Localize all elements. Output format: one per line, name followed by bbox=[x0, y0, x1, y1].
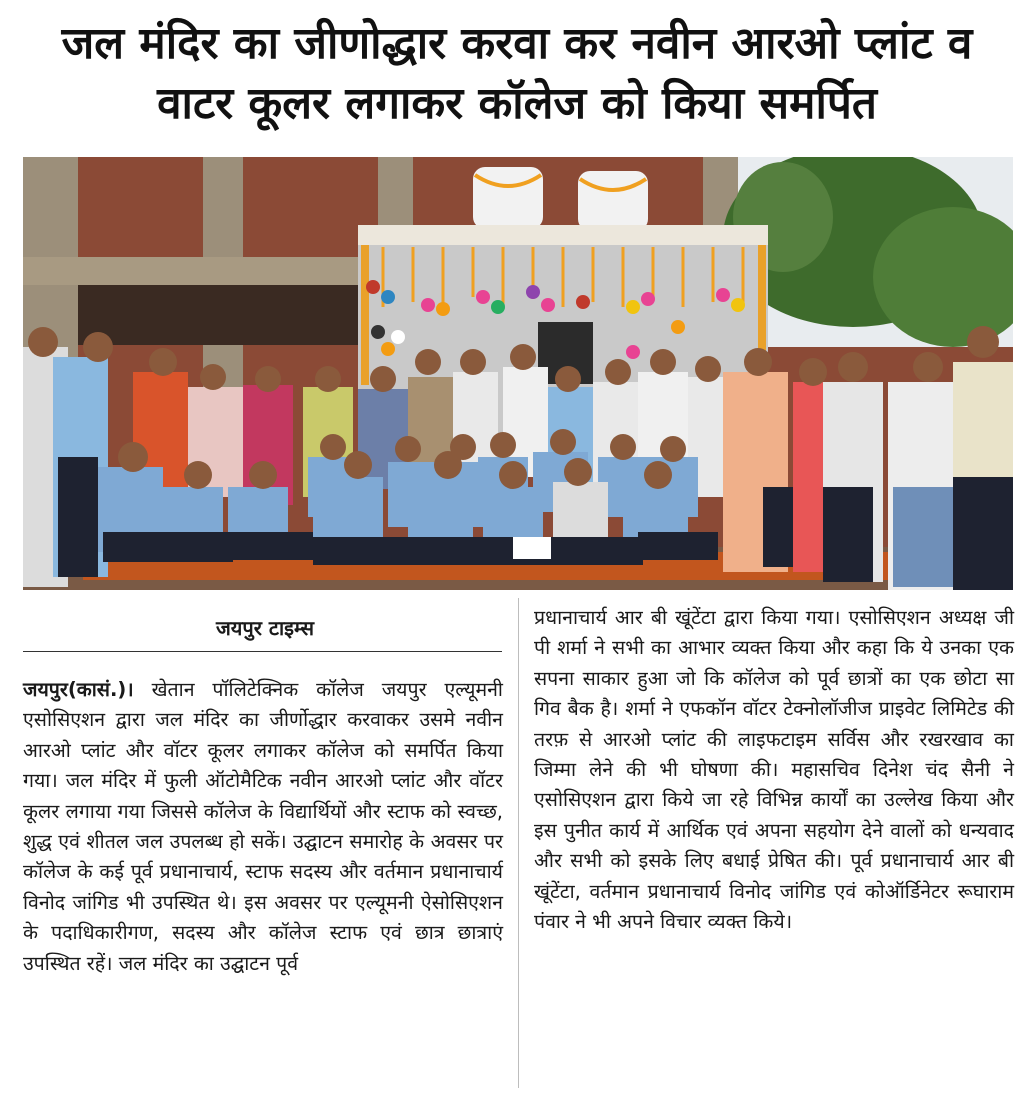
body-text-right: प्रधानाचार्य आर बी खूंटेंटा द्वारा किया गया। एसोसिएशन अध्यक्ष जी पी शर्मा ने सभी का आभार व्यक्त किया और कहा कि ये उनका एक सपना साकार हुआ जो कि कॉलेज को पूर्व छात्रों का एक छोटा सा गिव बैक है। शर्मा ने एफकॉन वॉटर टेक्नोलॉजीज प्राइवेट लिमिटेड की तरफ़ से आरओ प्लांट की लाइफटाइम सर्विस और रखरखाव का जिम्मा लेने की भी घोषणा की। महासचिव दिनेश चंद सैनी ने एसोसिएशन द्वारा किये जा रहे विभिन्न कार्यों का उल्लेख किया और इस पुनीत कार्य में आर्थिक एवं अपना सहयोग देने वालों को धन्यवाद और सभी को इसके लिए बधाई प्रेषित की। पूर्व प्रधानाचार्य आर बी खूंटेंटा, वर्तमान प्रधानाचार्य विनोद जांगिड एवं कोऑर्डिनेटर रूघाराम पंवार ने भी अपने विचार व्यक्त किये। bbox=[534, 606, 1014, 934]
body-text-left: खेतान पॉलिटेक्निक कॉलेज जयपुर एल्यूमनी एसोसिएशन द्वारा जल मंदिर का जीर्णोद्धार करवाकर उसमे नवीन आरओ प्लांट और वॉटर कूलर लगाकर कॉलेज को समर्पित किया गया। जल मंदिर में फुली ऑटोमैटिक नवीन आरओ प्लांट और वॉटर कूलर लगाया गया जिससे कॉलेज के विद्यार्थियों और स्टाफ को स्वच्छ, शुद्ध एवं शीतल जल उपलब्ध हो सकें। उद्घाटन समारोह के अवसर पर कॉलेज के कई पूर्व प्रधानाचार्य, स्टाफ सदस्य और वर्तमान प्रधानाचार्य विनोद जांगिड भी उपस्थित थे। इस अवसर पर एल्यूमनी ऐसोसिएशन के पदाधिकारीगण, सदस्य और कॉलेज स्टाफ एवं छात्र छात्राएं उपस्थित रहें। जल मंदिर का उद्घाटन पूर्व bbox=[23, 678, 503, 975]
article-body-right-column bbox=[534, 603, 1014, 937]
byline-divider bbox=[23, 651, 502, 652]
dateline: जयपुर(कासं.)। bbox=[23, 678, 134, 701]
article-body-left-column bbox=[23, 675, 503, 979]
headline bbox=[0, 14, 1034, 134]
headline-line-2: वाटर कूलर लगाकर कॉलेज को किया समर्पित bbox=[157, 78, 877, 129]
headline-line-1: जल मंदिर का जीणोद्धार करवा कर नवीन आरओ प्लांट व bbox=[61, 18, 973, 69]
group-photo bbox=[23, 157, 1013, 590]
column-divider bbox=[518, 598, 519, 1088]
byline: जयपुर टाइम्स bbox=[215, 616, 315, 640]
